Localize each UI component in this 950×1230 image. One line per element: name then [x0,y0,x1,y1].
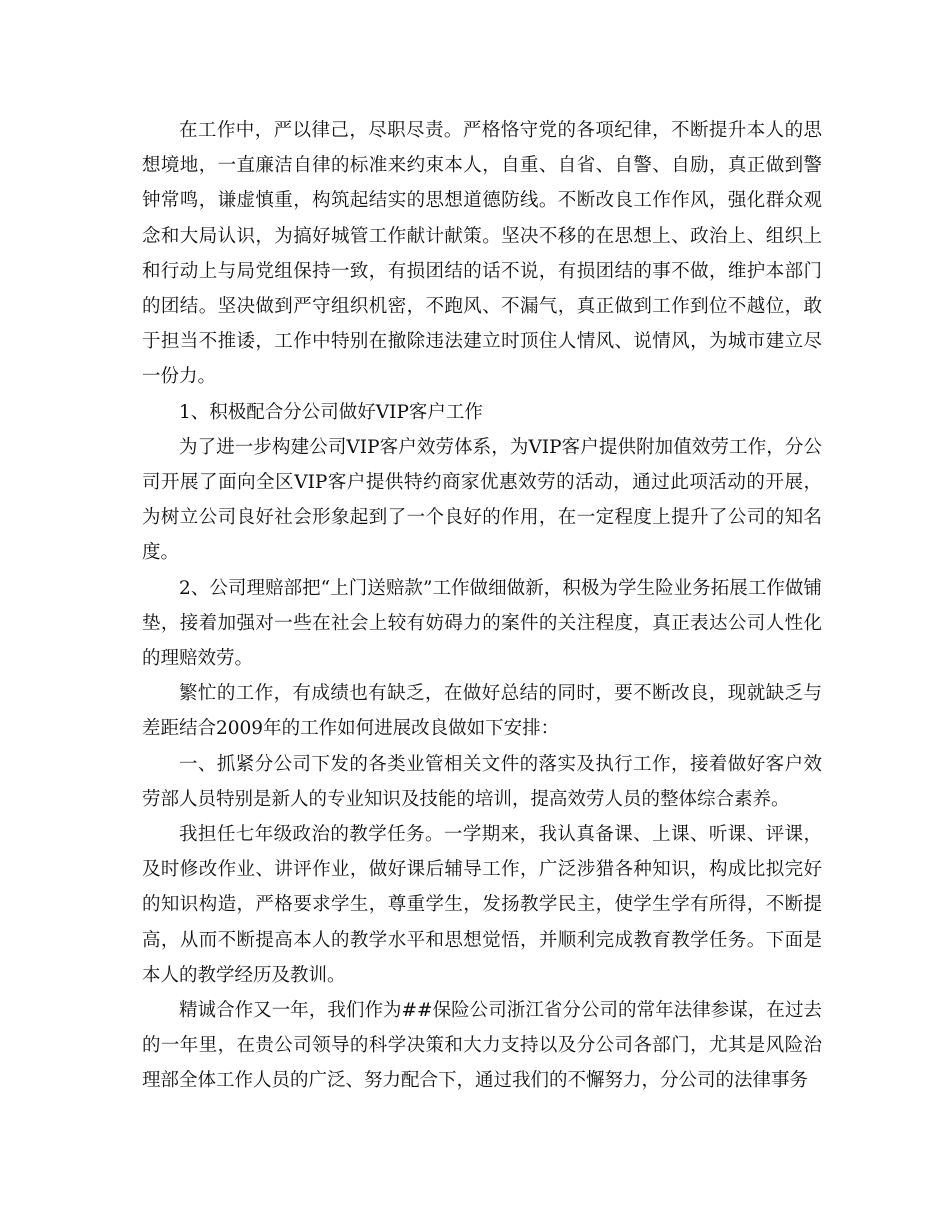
paragraph-vip-service: 为了进一步构建公司VIP客户效劳体系，为VIP客户提供附加值效劳工作，分公司开展了面向全区VIP客户提供特约商家优惠效劳的活动，通过此项活动的开展，为树立公司良好社会形象起到了一个良好的作用，在一定程度上提升了公司的知名度。 [142,436,822,564]
paragraph-legal-counsel: 精诚合作又一年，我们作为##保险公司浙江省分公司的常年法律参谋，在过去的一年里，在贵公司领导的科学决策和大力支持以及分公司各部门，尤其是风险治理部全体工作人员的广泛、努力配合下，通过我们的不懈努力，分公司的法律事务 [142,1000,822,1092]
paragraph-claims-department: 2、公司理赔部把“上门送赔款”工作做细做新，积极为学生险业务拓展工作做铺垫，接着加强对一些在社会上较有妨碍力的案件的关注程度，真正表达公司人性化的理赔效劳。 [142,577,822,670]
document-body [142,113,822,1099]
paragraph-work-discipline: 在工作中，严以律己，尽职尽责。严格恪守党的各项纪律，不断提升本人的思想境地，一直廉洁自律的标准来约束本人，自重、自省、自警、自励，真正做到警钟常鸣，谦虚慎重，构筑起结实的思想道德防线。不断改良工作作风，强化群众观念和大局认识，为搞好城管工作献计献策。坚决不移的在思想上、政治上、组织上和行动上与局党组保持一致，有损团结的话不说，有损团结的事不做，维护本部门的团结。坚决做到严守组织机密，不跑风、不漏气，真正做到工作到位不越位，敢于担当不推诿，工作中特别在撤除违法建立时顶住人情风、说情风，为城市建立尽一份力。 [142,120,822,388]
paragraph-teaching-work: 我担任七年级政治的教学任务。一学期来，我认真备课、上课、听课、评课，及时修改作业、讲评作业，做好课后辅导工作，广泛涉猎各种知识，构成比拟完好的知识构造，严格要求学生，尊重学生，发扬教学民主，使学生学有所得，不断提高，从而不断提高本人的教学水平和思想觉悟，并顺利完成教育教学任务。下面是本人的教学经历及教训。 [142,824,822,986]
paragraph-staff-training: 一、抓紧分公司下发的各类业管相关文件的落实及执行工作，接着做好客户效劳部人员特别是新人的专业知识及技能的培训，提高效劳人员的整体综合素养。 [142,753,822,810]
paragraph-vip-heading: 1、积极配合分公司做好VIP客户工作 [179,401,483,423]
paragraph-improvement-plan: 繁忙的工作，有成绩也有缺乏，在做好总结的同时，要不断改良，现就缺乏与差距结合2009年的工作如何进展改良做如下安排： [142,683,822,740]
